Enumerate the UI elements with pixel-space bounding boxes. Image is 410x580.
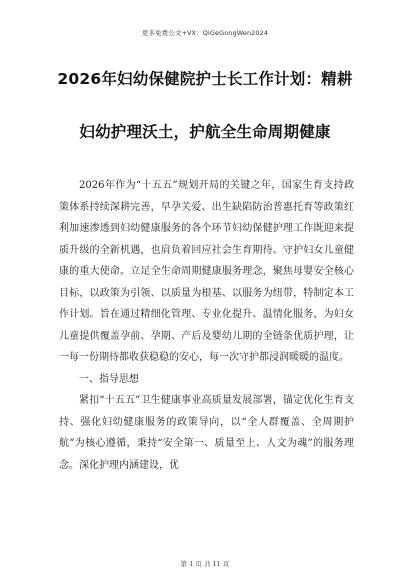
intro-paragraph: 2026年作为“十五五”规划开局的关键之年，国家生育支持政策体系持续深耕完善，早孕关爱、出生缺陷防治普惠托育等政策红利加速渗透到妇幼健康服务的各个环节妇幼保健护理工作既迎来提质升级的全新机遇，也肩负着回应社会生育期待、守护妇女儿童健康的重大使命。立足全生命周期健康服务理念，聚焦母婴安全核心目标，以政策为引领、以质量为根基、以服务为纽带，特制定本工作计划。旨在通过精细化管理、专业化提升、温情化服务，为妇女儿童提供覆盖孕前、孕期、产后及婴幼儿期的全链条优质护理，让一每一份期待都收获稳稳的安心，每一次守护都浸润暖暖的温度。	[59, 180, 354, 363]
document-body	[59, 175, 354, 476]
header-note: 更多免费公文+VX：QiGeGongWen2024	[141, 29, 269, 37]
document-title-line-1: 2026年妇幼保健院护士长工作计划：精耕	[57, 70, 353, 88]
document-title-line-2: 妇幼护理沃土，护航全生命周期健康	[79, 123, 331, 141]
page-number: 第 1 页 共 11 页	[180, 560, 230, 568]
section-paragraph-guiding-ideology: 紧扣“十五五”卫生健康事业高质量发展部署，锚定优化生育支持、强化妇幼健康服务的政策导向，以“全人群覆盖、全周期护航”为核心遵循，秉持“安全第一、质量至上、人文为魂”的服务理念。深化护理内涵建设，优	[59, 395, 354, 471]
section-heading-guiding-ideology: 一、指导思想	[79, 373, 139, 385]
